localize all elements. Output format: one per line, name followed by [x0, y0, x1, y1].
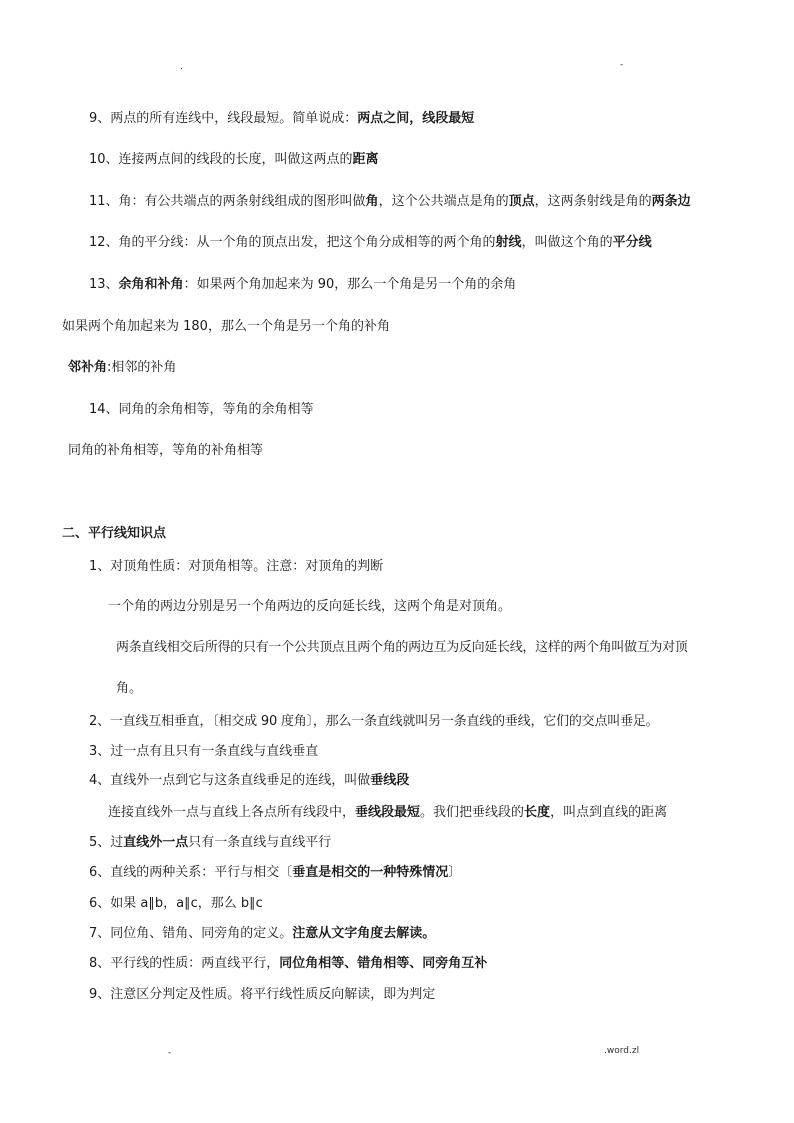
- section2-line: [89, 986, 435, 1004]
- text-run: 2、一直线互相垂直，〔相交成 90 度角〕，那么一条直线就叫另一条直线的垂线，它们的交点叫垂足。: [89, 714, 659, 729]
- footer-left-mark: -: [168, 1048, 172, 1058]
- section2-line: [89, 772, 409, 790]
- section2-line: [108, 598, 511, 616]
- text-run: ，这两条射线是角的: [534, 194, 652, 209]
- bold-text-run: 垂线段: [370, 773, 410, 788]
- text-run: 两条直线相交后所得的只有一个公共顶点且两个角的两边互为反向延长线，这样的两个角叫做互为对顶: [116, 640, 688, 655]
- text-run: :相邻的补角: [107, 360, 177, 375]
- text-run: 8、平行线的性质：两直线平行，: [89, 956, 280, 971]
- text-run: 角。: [116, 681, 143, 696]
- section2-line: [89, 558, 383, 576]
- section2-line: [89, 713, 658, 731]
- text-run: 1、对顶角性质：对顶角相等。注意：对顶角的判断: [89, 559, 384, 574]
- section2-line: [108, 804, 667, 822]
- section1-line: [89, 234, 652, 252]
- section1-line: [89, 110, 474, 128]
- section2-line: [116, 639, 688, 657]
- bold-text-run: 顶点: [508, 194, 535, 209]
- text-run: 14、同角的余角相等，等角的余角相等: [89, 402, 314, 417]
- text-run: ：如果两个角加起来为 90，那么一个角是另一个角的余角: [183, 277, 517, 292]
- text-run: 5、过: [89, 835, 124, 850]
- section2-line: [89, 955, 487, 973]
- section2-line: [89, 834, 331, 852]
- text-run: 9、注意区分判定及性质。将平行线性质反向解读，即为判定: [89, 987, 436, 1002]
- bold-text-run: 垂线段最短: [355, 805, 421, 820]
- bold-text-run: 角: [365, 194, 379, 209]
- text-run: 一个角的两边分别是另一个角两边的反向延长线，这两个角是对顶角。: [108, 599, 512, 614]
- bold-text-run: 注意从文字角度去解读。: [292, 926, 436, 941]
- section1-line: [89, 401, 314, 419]
- bold-text-run: 同位角相等、错角相等、同旁角互补: [279, 956, 488, 971]
- text-run: 9、两点的所有连线中，线段最短。简单说成：: [89, 111, 358, 126]
- text-run: 11、角：有公共端点的两条射线组成的图形叫做: [89, 194, 366, 209]
- bold-text-run: 余角和补角: [118, 277, 184, 292]
- section1-line: [68, 359, 176, 377]
- section1-line: [89, 151, 379, 169]
- bold-text-run: 邻补角: [68, 360, 108, 375]
- section2-line: [89, 895, 263, 913]
- bold-text-run: 两条边: [651, 194, 691, 209]
- section2-line: [89, 925, 435, 943]
- text-run: ，叫做这个角的: [521, 235, 613, 250]
- header-right-mark: -: [620, 60, 624, 70]
- bold-text-run: 垂直是相交的一种特殊情况: [292, 865, 449, 880]
- bold-text-run: 长度: [524, 805, 551, 820]
- text-run: 如果两个角加起来为 180，那么一个角是另一个角的补角: [62, 319, 390, 334]
- text-run: 〕: [448, 865, 462, 880]
- text-run: 6、直线的两种关系：平行与相交〔: [89, 865, 293, 880]
- bold-text-run: 射线: [495, 235, 522, 250]
- text-run: ，这个公共端点是角的: [378, 194, 509, 209]
- section1-line: [89, 193, 691, 211]
- section1-line: [89, 276, 516, 294]
- bold-text-run: 直线外一点: [123, 835, 189, 850]
- section2-line: [89, 743, 318, 761]
- text-run: 13、: [89, 277, 119, 292]
- bold-text-run: 距离: [352, 152, 379, 167]
- text-run: 4、直线外一点到它与这条直线垂足的连线，叫做: [89, 773, 371, 788]
- text-run: 6、如果 a∥b，a∥c，那么 b∥c: [89, 896, 263, 911]
- section2-title: 二、平行线知识点: [62, 526, 167, 541]
- text-run: 同角的补角相等，等角的补角相等: [68, 443, 264, 458]
- section1-line: [62, 318, 390, 336]
- section2-line: [116, 680, 142, 698]
- footer-right-text: .word.zl: [604, 1046, 640, 1056]
- text-run: 只有一条直线与直线平行: [188, 835, 332, 850]
- text-run: 12、角的平分线：从一个角的顶点出发，把这个角分成相等的两个角的: [89, 235, 496, 250]
- text-run: 3、过一点有且只有一条直线与直线垂直: [89, 744, 319, 759]
- section2-line: [89, 864, 461, 882]
- text-run: ，叫点到直线的距离: [550, 805, 668, 820]
- text-run: 7、同位角、错角、同旁角的定义。: [89, 926, 293, 941]
- bold-text-run: 平分线: [612, 235, 652, 250]
- section1-line: [68, 442, 263, 460]
- text-run: 连接直线外一点与直线上各点所有线段中，: [108, 805, 356, 820]
- text-run: 。我们把垂线段的: [420, 805, 525, 820]
- text-run: 10、连接两点间的线段的长度，叫做这两点的: [89, 152, 353, 167]
- bold-text-run: 两点之间，线段最短: [357, 111, 475, 126]
- header-left-mark: .: [180, 62, 183, 72]
